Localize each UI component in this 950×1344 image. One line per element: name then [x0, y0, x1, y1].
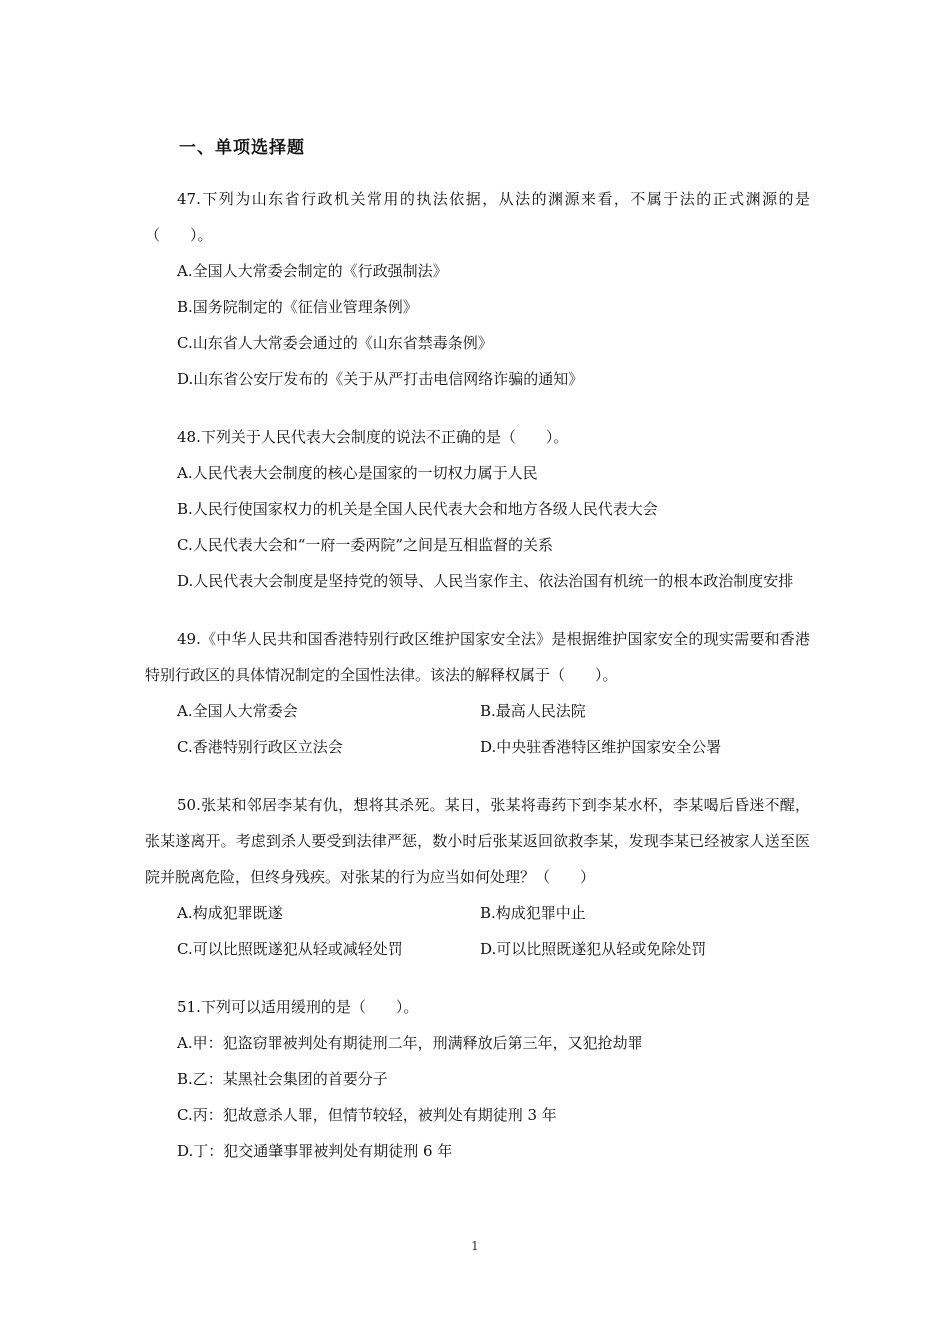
- question-stem: 49.《中华人民共和国香港特别行政区维护国家安全法》是根据维护国家安全的现实需要和香港特别行政区的具体情况制定的全国性法律。该法的解释权属于（ ）。: [145, 630, 810, 684]
- option-b: B.构成犯罪中止: [480, 904, 586, 922]
- option-d: D.人民代表大会制度是坚持党的领导、人民当家作主、依法治国有机统一的根本政治制度安排: [177, 572, 794, 590]
- option-a: A.构成犯罪既遂: [177, 904, 283, 922]
- question-47: [145, 181, 810, 397]
- option-a: A.甲：犯盗窃罪被判处有期徒刑二年，刑满释放后第三年，又犯抢劫罪: [177, 1034, 643, 1052]
- question-stem: 47.下列为山东省行政机关常用的执法依据，从法的渊源来看，不属于法的正式渊源的是（ ）。: [145, 190, 810, 244]
- option-c: C.人民代表大会和“一府一委两院”之间是互相监督的关系: [177, 536, 554, 554]
- section-title: 一、单项选择题: [179, 138, 305, 158]
- question-49: [145, 621, 810, 765]
- option-a: A.全国人大常委会制定的《行政强制法》: [177, 262, 448, 280]
- option-a: A.人民代表大会制度的核心是国家的一切权力属于人民: [177, 464, 538, 482]
- option-d: D.丁：犯交通肇事罪被判处有期徒刑 6 年: [177, 1142, 453, 1160]
- option-b: B.最高人民法院: [480, 702, 586, 720]
- option-b: B.人民行使国家权力的机关是全国人民代表大会和地方各级人民代表大会: [177, 500, 658, 518]
- question-48: [145, 419, 810, 599]
- option-d: D.中央驻香港特区维护国家安全公署: [480, 738, 722, 756]
- question-list: [145, 181, 810, 1191]
- option-d: D.可以比照既遂犯从轻或免除处罚: [480, 940, 707, 958]
- option-c: C.可以比照既遂犯从轻或减轻处罚: [177, 940, 403, 958]
- question-51: [145, 989, 810, 1169]
- option-c: C.丙：犯故意杀人罪，但情节较轻，被判处有期徒刑 3 年: [177, 1106, 557, 1124]
- question-50: [145, 787, 810, 967]
- option-b: B.乙：某黑社会集团的首要分子: [177, 1070, 388, 1088]
- option-a: A.全国人大常委会: [177, 702, 298, 720]
- question-stem: 48.下列关于人民代表大会制度的说法不正确的是（ ）。: [177, 428, 569, 446]
- question-stem: 50.张某和邻居李某有仇，想将其杀死。某日，张某将毒药下到李某水杯，李某喝后昏迷不醒，张某遂离开。考虑到杀人要受到法律严惩，数小时后张某返回欲救李某，发现李某已经被家人送至医院并脱离危险，但终身残疾。对张某的行为应当如何处理？（ ）: [145, 796, 810, 886]
- option-d: D.山东省公安厅发布的《关于从严打击电信网络诈骗的通知》: [177, 370, 584, 388]
- page-number: 1: [471, 1239, 479, 1253]
- question-stem: 51.下列可以适用缓刑的是（ ）。: [177, 998, 419, 1016]
- option-c: C.山东省人大常委会通过的《山东省禁毒条例》: [177, 334, 493, 352]
- option-b: B.国务院制定的《征信业管理条例》: [177, 298, 418, 316]
- option-c: C.香港特别行政区立法会: [177, 738, 343, 756]
